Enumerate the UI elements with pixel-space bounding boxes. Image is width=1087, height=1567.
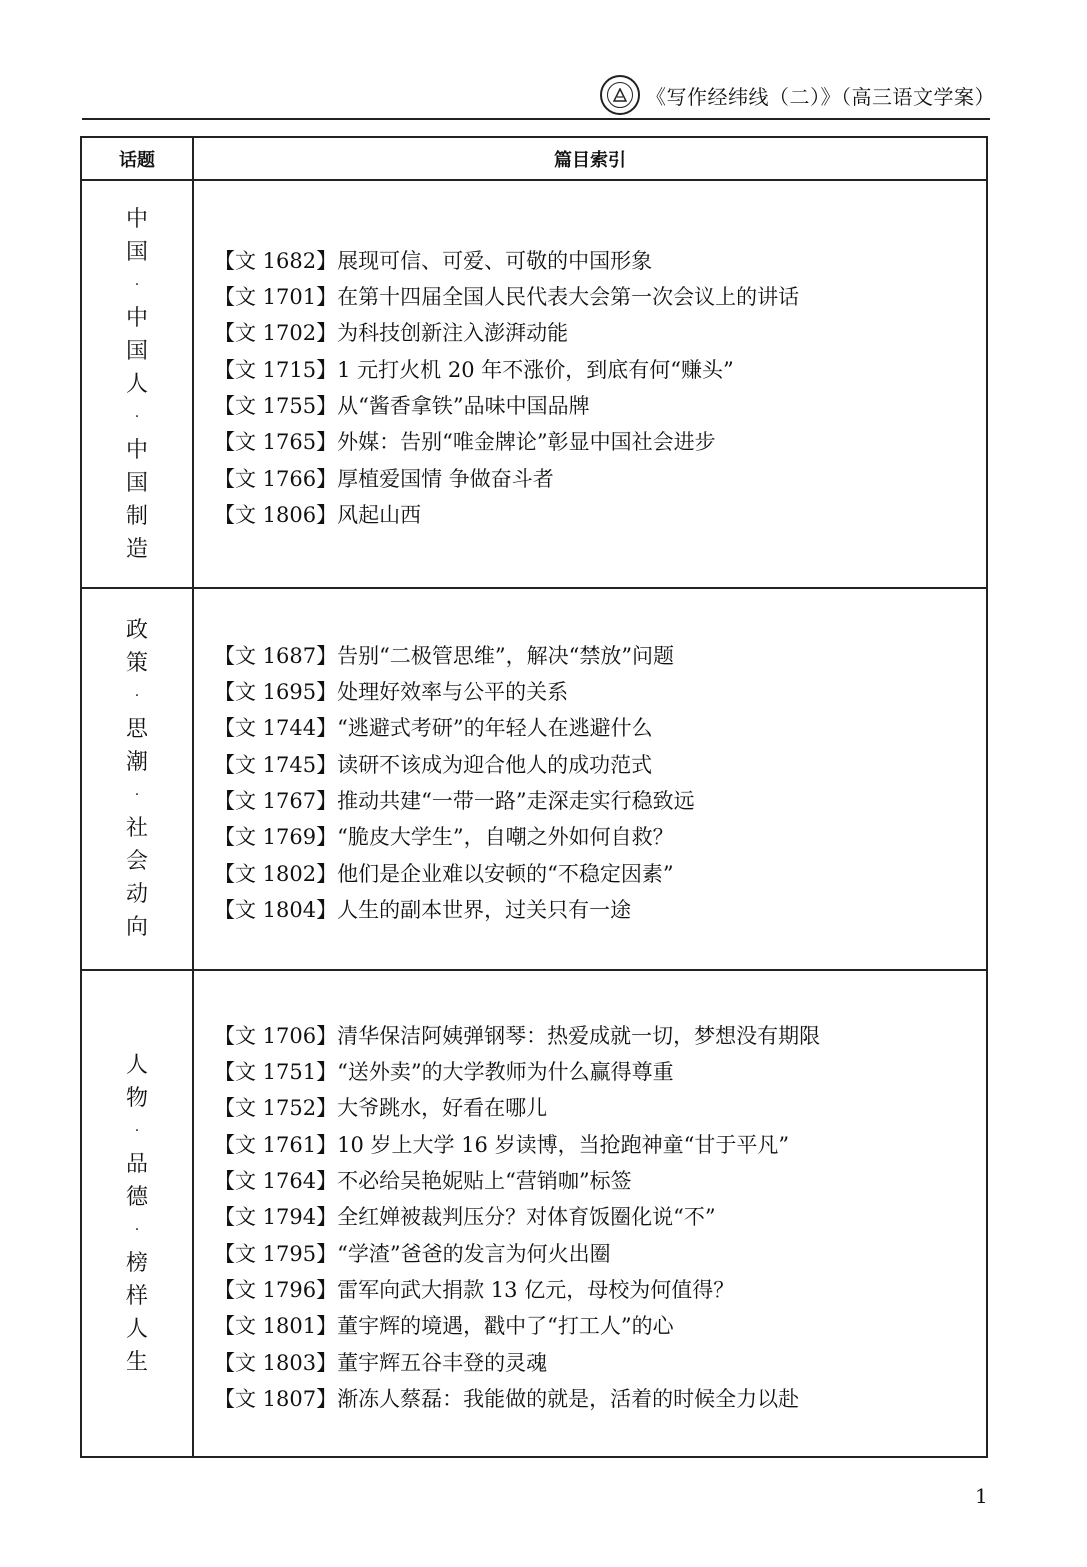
list-item: 【文 1803】董宇辉五谷丰登的灵魂 bbox=[214, 1350, 548, 1375]
book-title: 《写作经纬线（二）》（高三语文学案） bbox=[646, 84, 995, 109]
list-item: 【文 1755】从“酱香拿铁”品味中国品牌 bbox=[214, 394, 590, 418]
topic-column-header: 话题 bbox=[81, 137, 193, 180]
list-item: 【文 1802】他们是企业难以安顿的“不稳定因素” bbox=[214, 861, 674, 886]
list-item: 【文 1706】清华保洁阿姨弹钢琴：热爱成就一切，梦想没有期限 bbox=[214, 1023, 821, 1048]
list-item: 【文 1761】10 岁上大学 16 岁读博，当抢跑神童“甘于平凡” bbox=[214, 1132, 790, 1157]
list-item: 【文 1794】全红婵被裁判压分？对体育饭圈化说“不” bbox=[214, 1205, 716, 1230]
table-header-row bbox=[81, 137, 987, 180]
list-item: 【文 1796】雷军向武大捐款 13 亿元，母校为何值得？ bbox=[214, 1277, 735, 1302]
list-item: 【文 1701】在第十四届全国人民代表大会第一次会议上的讲话 bbox=[214, 285, 800, 310]
list-item: 【文 1807】渐冻人蔡磊：我能做的就是，活着的时候全力以赴 bbox=[214, 1386, 800, 1411]
table-row bbox=[81, 970, 987, 1457]
list-item: 【文 1751】“送外卖”的大学教师为什么赢得尊重 bbox=[214, 1060, 674, 1085]
index-column-header: 篇目索引 bbox=[193, 137, 987, 180]
list-item: 【文 1766】厚植爱国情 争做奋斗者 bbox=[214, 466, 554, 491]
page-header bbox=[600, 74, 995, 116]
list-item: 【文 1806】风起山西 bbox=[214, 502, 422, 527]
topic-index-table bbox=[80, 136, 988, 1458]
table-row bbox=[81, 180, 987, 588]
list-item: 【文 1752】大爷跳水，好看在哪儿 bbox=[214, 1096, 548, 1121]
list-item: 【文 1769】“脆皮大学生”，自嘲之外如何自救？ bbox=[214, 825, 674, 850]
list-item: 【文 1801】董宇辉的境遇，戳中了“打工人”的心 bbox=[214, 1314, 674, 1339]
list-item: 【文 1715】1 元打火机 20 年不涨价，到底有何“赚头” bbox=[214, 357, 734, 382]
topic-cell: 政 策 · 思 潮 · 社 会 动 向 bbox=[81, 588, 193, 970]
entry-list-cell bbox=[193, 180, 987, 588]
list-item: 【文 1795】“学渣”爸爸的发言为何火出圈 bbox=[214, 1241, 611, 1266]
list-item: 【文 1687】告别“二极管思维”，解决“禁放”问题 bbox=[214, 643, 675, 668]
school-logo-icon bbox=[600, 75, 640, 115]
table-row bbox=[81, 588, 987, 970]
list-item: 【文 1764】不必给吴艳妮贴上“营销咖”标签 bbox=[214, 1169, 632, 1194]
topic-cell: 人 物 · 品 德 · 榜 样 人 生 bbox=[81, 970, 193, 1457]
page-number: 1 bbox=[975, 1484, 988, 1508]
entry-list-cell bbox=[193, 588, 987, 970]
list-item: 【文 1767】推动共建“一带一路”走深走实行稳致远 bbox=[214, 789, 695, 813]
list-item: 【文 1744】“逃避式考研”的年轻人在逃避什么 bbox=[214, 716, 653, 741]
list-item: 【文 1695】处理好效率与公平的关系 bbox=[214, 680, 569, 705]
list-item: 【文 1804】人生的副本世界，过关只有一途 bbox=[214, 897, 632, 922]
header-divider bbox=[82, 118, 990, 120]
list-item: 【文 1702】为科技创新注入澎湃动能 bbox=[214, 321, 569, 346]
entry-list-cell bbox=[193, 970, 987, 1457]
topic-cell: 中 国 · 中 国 人 · 中 国 制 造 bbox=[81, 180, 193, 588]
list-item: 【文 1745】读研不该成为迎合他人的成功范式 bbox=[214, 752, 653, 777]
list-item: 【文 1682】展现可信、可爱、可敬的中国形象 bbox=[214, 248, 653, 273]
list-item: 【文 1765】外媒：告别“唯金牌论”彰显中国社会进步 bbox=[214, 430, 716, 455]
